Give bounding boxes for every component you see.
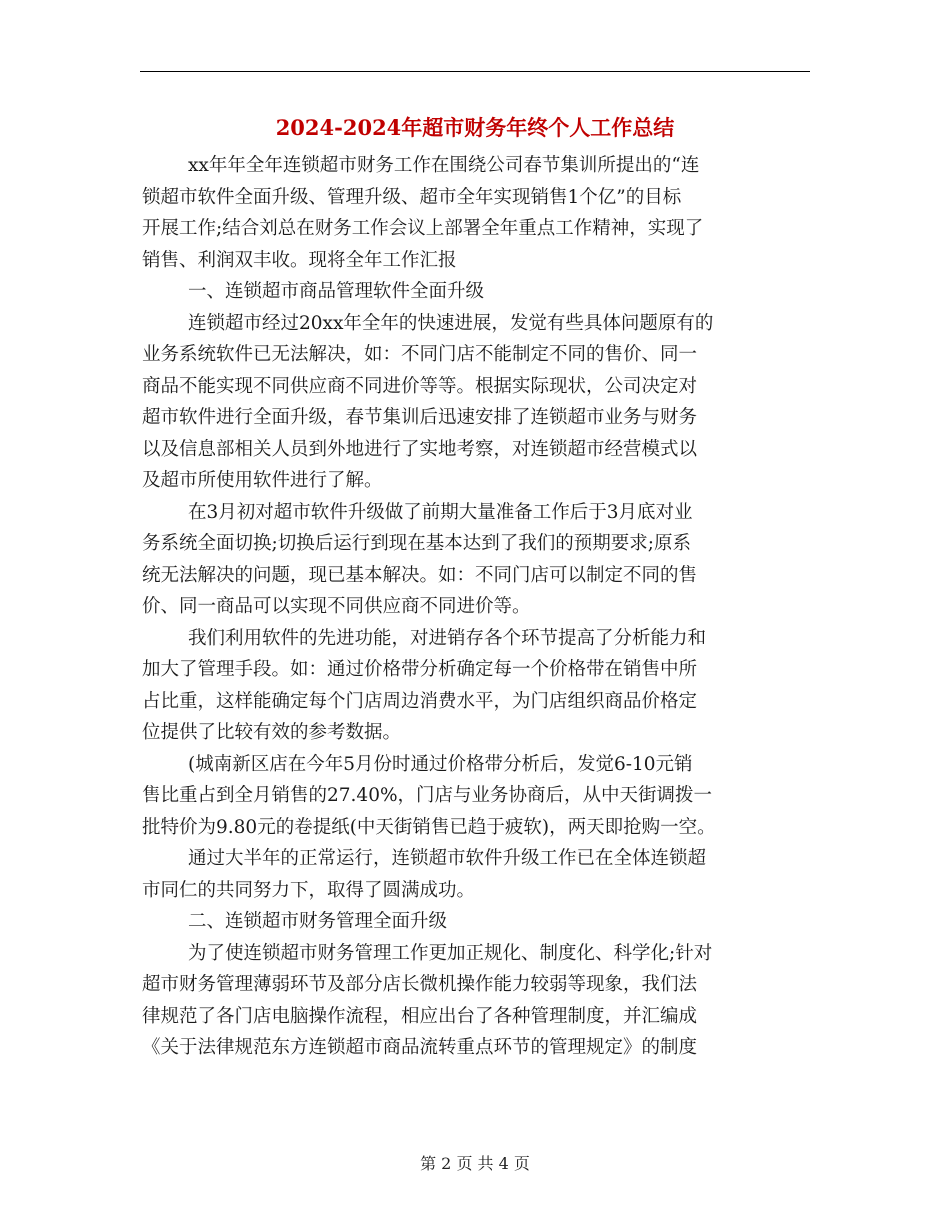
body-line: xx年年全年连锁超市财务工作在围绕公司春节集训所提出的“连 [188,155,700,176]
document-body [142,150,810,1064]
body-line: 加大了管理手段。如：通过价格带分析确定每一个价格带在销售中所 [142,659,698,680]
body-line: 通过大半年的正常运行，连锁超市软件升级工作已在全体连锁超 [188,848,707,869]
body-line: 连锁超市经过20xx年全年的快速进展，发觉有些具体问题原有的 [188,312,714,334]
document-title: 2024-2024年超市财务年终个人工作总结 [275,115,675,140]
body-line: 及超市所使用软件进行了解。 [142,470,383,491]
body-line: 律规范了各门店电脑操作流程，相应出台了各种管理制度，并汇编成 [142,1005,698,1027]
page-number-footer: 第 2 页 共 4 页 [420,1154,530,1173]
body-line: 在3月初对超市软件升级做了前期大量准备工作后于3月底对业 [188,501,693,523]
body-line: 统无法解决的问题，现已基本解决。如：不同门店可以制定不同的售 [142,564,698,586]
body-line: 超市财务管理薄弱环节及部分店长微机操作能力较弱等现象，我们法 [142,974,698,995]
body-line: 我们利用软件的先进功能，对进销存各个环节提高了分析能力和 [188,627,707,649]
body-line: 售比重占到全月销售的27.40%，门店与业务协商后，从中天街调拨一 [142,785,713,806]
body-line: 占比重，这样能确定每个门店周边消费水平，为门店组织商品价格定 [142,690,698,712]
body-line: 位提供了比较有效的参考数据。 [142,722,402,743]
body-line: 销售、利润双丰收。现将全年工作汇报 [142,249,457,271]
body-line: 为了使连锁超市财务管理工作更加正规化、制度化、科学化;针对 [188,942,713,964]
body-line: 业务系统软件已无法解决，如：不同门店不能制定不同的售价、同一 [142,344,698,365]
body-line: 批特价为9.80元的卷提纸(中天街销售已趋于疲软)，两天即抢购一空。 [142,816,716,838]
body-line: 以及信息部相关人员到外地进行了实地考察，对连锁超市经营模式以 [142,438,698,460]
body-line: 《关于法律规范东方连锁超市商品流转重点环节的管理规定》的制度 [142,1037,698,1058]
body-line: 市同仁的共同努力下，取得了圆满成功。 [142,879,476,901]
body-line: 超市软件进行全面升级，春节集训后迅速安排了连锁超市业务与财务 [142,407,698,428]
section-heading: 二、连锁超市财务管理全面升级 [188,911,448,932]
body-line: 商品不能实现不同供应商不同进价等等。根据实际现状，公司决定对 [142,375,698,397]
body-line: 价、同一商品可以实现不同供应商不同进价等。 [142,596,531,617]
body-line: 开展工作;结合刘总在财务工作会议上部署全年重点工作精神，实现了 [142,218,704,239]
section-heading: 一、连锁超市商品管理软件全面升级 [188,281,485,302]
body-line: 务系统全面切换;切换后运行到现在基本达到了我们的预期要求;原系 [142,533,691,554]
body-line: (城南新区店在今年5月份时通过价格带分析后，发觉6-10元销 [188,753,693,775]
body-line: 锁超市软件全面升级、管理升级、超市全年实现销售1个亿”的目标 [142,186,682,208]
header-rule [140,71,810,72]
